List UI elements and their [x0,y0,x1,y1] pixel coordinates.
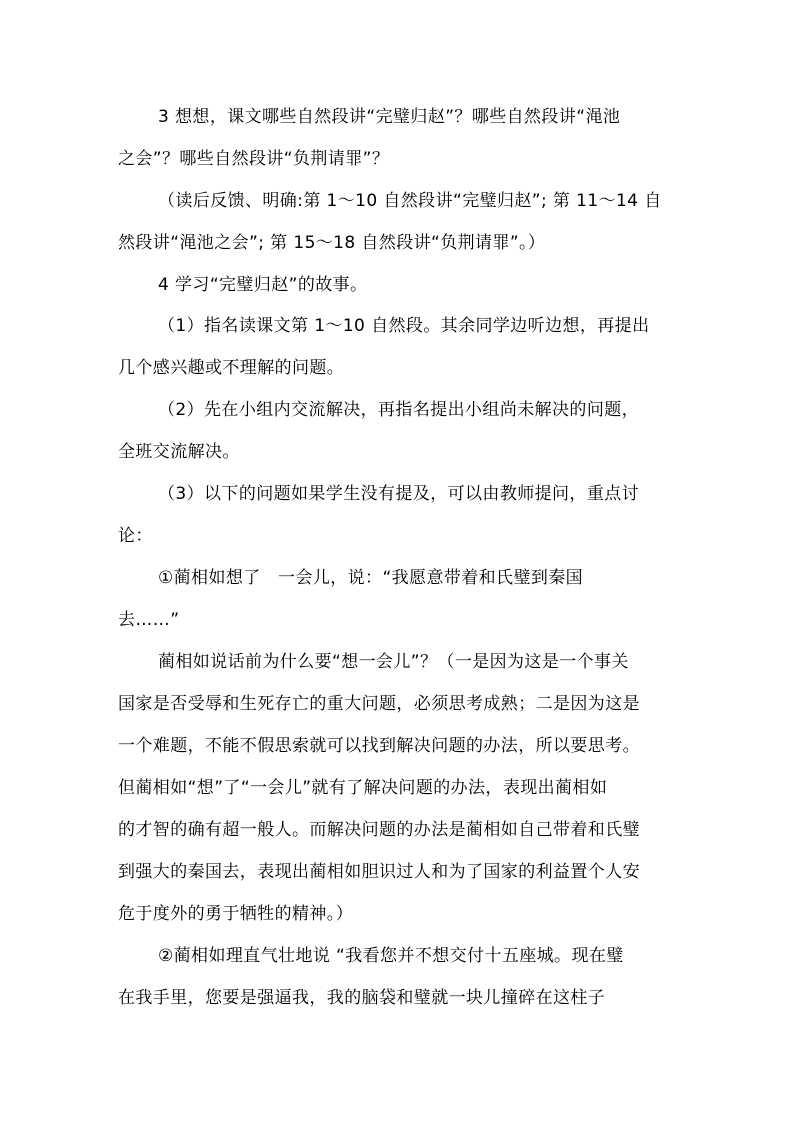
text-line: 论： [118,526,153,546]
text-line: 几个感兴趣或不理解的问题。 [118,358,345,378]
text-line: 在我手里，您要是强逼我，我的脑袋和璧就一块儿撞碎在这柱子 [118,988,606,1008]
text-line: 但蔺相如“想”了“一会儿”就有了解决问题的办法，表现出蔺相如 [118,778,608,798]
text-line: 去……” [118,610,180,630]
text-line: 3 想想，课文哪些自然段讲“完璧归赵”？哪些自然段讲“渑池 [158,107,621,127]
text-line: （读后反馈、明确:第 1～10 自然段讲“完璧归赵”; 第 11～14 自 [158,191,662,211]
text-line: 之会”？哪些自然段讲“负荆请罪”？ [118,149,390,169]
text-line: 然段讲“渑池之会”; 第 15～18 自然段讲“负荆请罪”。） [118,233,546,253]
text-line: 的才智的确有超一般人。而解决问题的办法是蔺相如自己带着和氏璧 [118,820,640,840]
text-line: 危于度外的勇于牺牲的精神。） [118,904,354,924]
text-line: ①蔺相如想了 一会儿，说：“我愿意带着和氏璧到秦国 [158,568,584,588]
text-line: （3）以下的问题如果学生没有提及，可以由教师提问，重点讨 [158,484,640,504]
text-line: （2）先在小组内交流解决，再指名提出小组尚未解决的问题， [158,400,640,420]
text-line: （1）指名读课文第 1～10 自然段。其余同学边听边想，再提出 [158,316,650,336]
text-line: ②蔺相如理直气壮地说 “我看您并不想交付十五座城。现在璧 [158,946,624,966]
text-line: 蔺相如说话前为什么要“想一会儿”？（一是因为这是一个事关 [158,652,629,672]
text-line: 到强大的秦国去，表现出蔺相如胆识过人和为了国家的利益置个人安 [118,862,640,882]
text-line: 4 学习“完璧归赵”的故事。 [158,275,368,295]
text-line: 一个难题，不能不假思索就可以找到解决问题的办法，所以要思考。 [118,736,640,756]
text-line: 全班交流解决。 [118,442,240,462]
text-line: 国家是否受辱和生死存亡的重大问题，必须思考成熟；二是因为这是 [118,694,640,714]
